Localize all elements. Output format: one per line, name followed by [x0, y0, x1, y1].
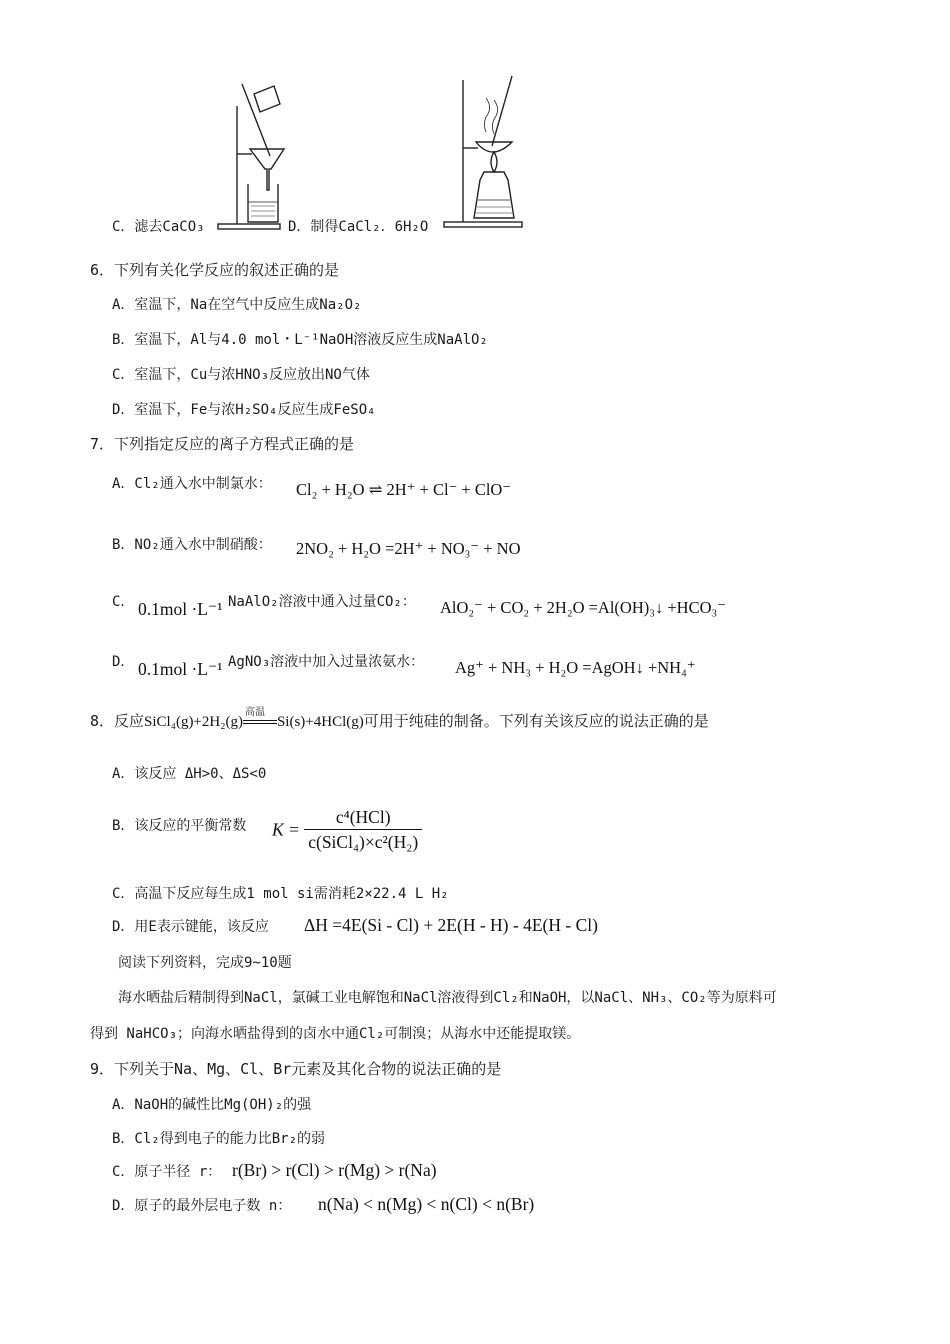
q8-equation-right: Si(s)+4HCl(g): [276, 714, 364, 730]
q7-stem: 7．下列指定反应的离子方程式正确的是: [90, 435, 355, 453]
q7-option-c-label: C．: [112, 594, 135, 610]
q7-option-c-equation: AlO₂⁻ + CO₂ + 2H₂O =Al(OH)₃↓ +HCO₃⁻: [440, 598, 726, 617]
q9-option-d-text: D．原子的最外层电子数 n：: [112, 1198, 292, 1214]
reading-intro: 阅读下列资料，完成9~10题: [118, 955, 292, 971]
q5-option-d-text: D．制得CaCl₂．6H₂O: [288, 219, 429, 235]
q8-k-numerator: c⁴(HCl): [304, 807, 422, 830]
q8-equation-left: SiCl₄(g)+2H₂(g): [144, 714, 243, 730]
q7-option-c-text: NaAlO₂溶液中通入过量CO₂：: [228, 594, 416, 610]
q9-option-d-equation: n(Na) < n(Mg) < n(Cl) < n(Br): [318, 1194, 535, 1214]
q8-equation-condition: [243, 707, 277, 732]
q8-k-denominator: c(SiCl₄)×c²(H₂): [308, 832, 419, 852]
q8-option-c: C．高温下反应每生成1 mol si需消耗2×22.4 L H₂: [112, 886, 449, 902]
q5-option-c-text: C．滤去CaCO₃: [112, 219, 205, 235]
q8-option-d-text: D．用E表示键能，该反应: [112, 919, 269, 935]
q9-option-a: A．NaOH的碱性比Mg(OH)₂的强: [112, 1097, 312, 1113]
q7-option-b-text: B．NO₂通入水中制硝酸：: [112, 537, 272, 553]
q7-option-d-text: AgNO₃溶液中加入过量浓氨水：: [228, 654, 425, 670]
q7-option-b-equation: 2NO₂ + H₂O =2H⁺ + NO₃⁻ + NO: [296, 539, 521, 558]
reading-paragraph-line-1: 海水晒盐后精制得到NaCl，氯碱工业电解饱和NaCl溶液得到Cl₂和NaOH，以NaCl、NH₃、CO₂等为原料可: [118, 990, 777, 1006]
q8-stem: [90, 707, 709, 733]
q8-option-d-equation: ΔH =4E(Si - Cl) + 2E(H - H) - 4E(H - Cl): [304, 915, 598, 935]
q7-option-a-text: A．Cl₂通入水中制氯水：: [112, 476, 272, 492]
q5-option-c: [112, 216, 205, 238]
q7-option-c-concentration: 0.1mol ·L⁻¹: [138, 599, 223, 619]
q7-option-d-equation: Ag⁺ + NH₃ + H₂O =AgOH↓ +NH₄⁺: [455, 658, 696, 677]
q8-option-b-text: B．该反应的平衡常数: [112, 818, 247, 834]
q9-option-c-equation: r(Br) > r(Cl) > r(Mg) > r(Na): [232, 1160, 437, 1180]
q9-stem: 9．下列关于Na、Mg、Cl、Br元素及其化合物的说法正确的是: [90, 1060, 502, 1078]
q8-k-fraction: [304, 807, 422, 853]
q8-condition-label: 高温: [244, 707, 265, 718]
q8-k-symbol: K =: [272, 819, 300, 840]
q7-option-d-concentration: 0.1mol ·L⁻¹: [138, 659, 223, 679]
q8-option-a: A．该反应 ΔH>0、ΔS<0: [112, 766, 267, 782]
q8-stem-prefix: 8．反应: [90, 712, 145, 730]
q6-stem: 6．下列有关化学反应的叙述正确的是: [90, 261, 340, 279]
q6-option-b: B．室温下，Al与4.0 mol・L⁻¹NaOH溶液反应生成NaAlO₂: [112, 332, 488, 348]
evaporation-apparatus-figure: [440, 72, 526, 232]
q6-option-d: D．室温下，Fe与浓H₂SO₄反应生成FeSO₄: [112, 402, 376, 418]
q5-option-d: [288, 216, 428, 238]
q9-option-c-text: C．原子半径 r：: [112, 1164, 222, 1180]
q7-option-a-equation: Cl₂ + H₂O ⇌ 2H⁺ + Cl⁻ + ClO⁻: [296, 480, 512, 499]
q8-stem-suffix: 可用于纯硅的制备。下列有关该反应的说法正确的是: [363, 712, 709, 730]
filtration-apparatus-figure: [210, 76, 290, 236]
q8-option-b: [112, 815, 246, 837]
q8-option-b-formula: [272, 807, 422, 853]
q6-option-a: A．室温下，Na在空气中反应生成Na₂O₂: [112, 297, 362, 313]
reading-paragraph-line-2: 得到 NaHCO₃；向海水晒盐得到的卤水中通Cl₂可制溴；从海水中还能提取镁。: [90, 1026, 581, 1042]
q6-option-c: C．室温下，Cu与浓HNO₃反应放出NO气体: [112, 367, 370, 383]
q9-option-b: B．Cl₂得到电子的能力比Br₂的弱: [112, 1131, 326, 1147]
q7-option-d-label: D．: [112, 654, 135, 670]
